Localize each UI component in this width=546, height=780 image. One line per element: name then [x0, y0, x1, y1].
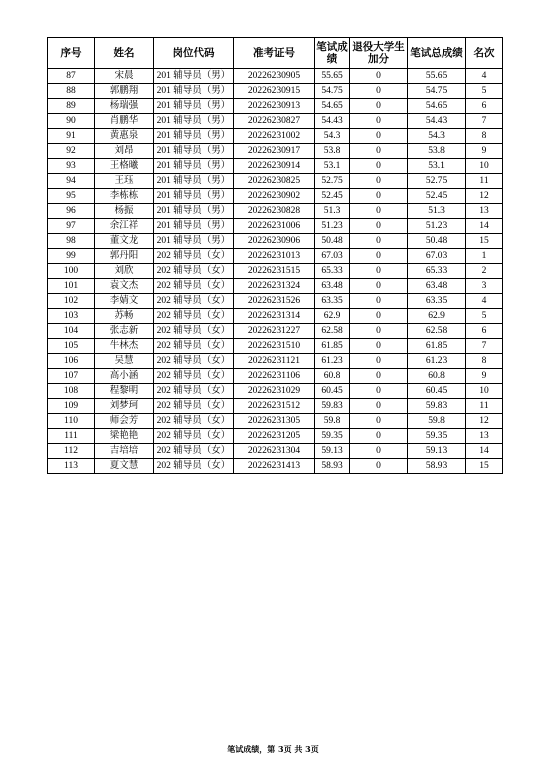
cell-position-code: 202 辅导员（女） [154, 369, 234, 384]
cell-position-code: 202 辅导员（女） [154, 339, 234, 354]
cell-rank: 14 [466, 444, 503, 459]
cell-written-score: 60.45 [315, 384, 350, 399]
cell-total-score: 51.3 [408, 204, 466, 219]
cell-veteran-bonus: 0 [350, 399, 408, 414]
cell-total-score: 50.48 [408, 234, 466, 249]
cell-total-score: 58.93 [408, 459, 466, 474]
cell-name: 高小涵 [95, 369, 154, 384]
cell-rank: 4 [466, 69, 503, 84]
cell-seq-no: 101 [48, 279, 95, 294]
column-header-veteran-bonus: 退役大学生加分 [350, 38, 408, 69]
cell-exam-id: 20226230902 [234, 189, 315, 204]
cell-position-code: 202 辅导员（女） [154, 324, 234, 339]
cell-rank: 6 [466, 324, 503, 339]
cell-veteran-bonus: 0 [350, 234, 408, 249]
cell-position-code: 201 辅导员（男） [154, 129, 234, 144]
cell-exam-id: 20226231227 [234, 324, 315, 339]
cell-seq-no: 98 [48, 234, 95, 249]
table-row [48, 279, 503, 294]
cell-rank: 5 [466, 84, 503, 99]
cell-written-score: 60.8 [315, 369, 350, 384]
cell-seq-no: 93 [48, 159, 95, 174]
cell-rank: 10 [466, 384, 503, 399]
cell-total-score: 60.8 [408, 369, 466, 384]
cell-seq-no: 104 [48, 324, 95, 339]
cell-exam-id: 20226231205 [234, 429, 315, 444]
cell-exam-id: 20226231510 [234, 339, 315, 354]
cell-total-score: 60.45 [408, 384, 466, 399]
cell-written-score: 50.48 [315, 234, 350, 249]
cell-position-code: 201 辅导员（男） [154, 234, 234, 249]
cell-position-code: 201 辅导员（男） [154, 144, 234, 159]
cell-name: 师会芳 [95, 414, 154, 429]
cell-written-score: 59.35 [315, 429, 350, 444]
table-row [48, 144, 503, 159]
column-header-exam-id: 准考证号 [234, 38, 315, 69]
cell-written-score: 65.33 [315, 264, 350, 279]
cell-position-code: 202 辅导员（女） [154, 309, 234, 324]
cell-seq-no: 88 [48, 84, 95, 99]
cell-name: 王珏 [95, 174, 154, 189]
cell-total-score: 62.58 [408, 324, 466, 339]
cell-rank: 2 [466, 264, 503, 279]
cell-name: 杨振 [95, 204, 154, 219]
table-row [48, 324, 503, 339]
cell-written-score: 55.65 [315, 69, 350, 84]
cell-total-score: 59.13 [408, 444, 466, 459]
cell-rank: 8 [466, 354, 503, 369]
cell-position-code: 202 辅导员（女） [154, 444, 234, 459]
cell-seq-no: 87 [48, 69, 95, 84]
cell-written-score: 63.35 [315, 294, 350, 309]
cell-total-score: 59.8 [408, 414, 466, 429]
column-header-written-score: 笔试成绩 [315, 38, 350, 69]
table-row [48, 339, 503, 354]
page-footer: 笔试成绩，第 3页 共 3页 [227, 744, 319, 754]
cell-written-score: 59.83 [315, 399, 350, 414]
cell-name: 张志新 [95, 324, 154, 339]
cell-position-code: 201 辅导员（男） [154, 174, 234, 189]
cell-written-score: 54.65 [315, 99, 350, 114]
cell-seq-no: 90 [48, 114, 95, 129]
cell-total-score: 53.1 [408, 159, 466, 174]
cell-written-score: 61.23 [315, 354, 350, 369]
cell-position-code: 202 辅导员（女） [154, 384, 234, 399]
cell-rank: 13 [466, 429, 503, 444]
cell-exam-id: 20226231002 [234, 129, 315, 144]
cell-total-score: 62.9 [408, 309, 466, 324]
cell-exam-id: 20226230914 [234, 159, 315, 174]
cell-veteran-bonus: 0 [350, 219, 408, 234]
cell-seq-no: 111 [48, 429, 95, 444]
cell-name: 郭丹阳 [95, 249, 154, 264]
cell-rank: 5 [466, 309, 503, 324]
cell-exam-id: 20226231029 [234, 384, 315, 399]
table-row [48, 369, 503, 384]
cell-veteran-bonus: 0 [350, 429, 408, 444]
cell-rank: 15 [466, 234, 503, 249]
cell-exam-id: 20226231006 [234, 219, 315, 234]
cell-total-score: 61.85 [408, 339, 466, 354]
cell-rank: 7 [466, 339, 503, 354]
cell-exam-id: 20226231526 [234, 294, 315, 309]
cell-total-score: 54.65 [408, 99, 466, 114]
cell-seq-no: 94 [48, 174, 95, 189]
cell-exam-id: 20226231413 [234, 459, 315, 474]
cell-seq-no: 108 [48, 384, 95, 399]
cell-veteran-bonus: 0 [350, 84, 408, 99]
cell-written-score: 59.13 [315, 444, 350, 459]
cell-rank: 1 [466, 249, 503, 264]
cell-seq-no: 91 [48, 129, 95, 144]
cell-rank: 8 [466, 129, 503, 144]
cell-veteran-bonus: 0 [350, 249, 408, 264]
cell-name: 刘梦珂 [95, 399, 154, 414]
cell-veteran-bonus: 0 [350, 129, 408, 144]
cell-name: 刘欣 [95, 264, 154, 279]
cell-position-code: 201 辅导员（男） [154, 84, 234, 99]
cell-name: 夏文慧 [95, 459, 154, 474]
cell-position-code: 201 辅导员（男） [154, 189, 234, 204]
table-row [48, 414, 503, 429]
cell-name: 程黎明 [95, 384, 154, 399]
cell-seq-no: 110 [48, 414, 95, 429]
cell-name: 杨瑞强 [95, 99, 154, 114]
cell-veteran-bonus: 0 [350, 294, 408, 309]
cell-exam-id: 20226230828 [234, 204, 315, 219]
cell-name: 郭鹏翔 [95, 84, 154, 99]
cell-written-score: 63.48 [315, 279, 350, 294]
cell-total-score: 55.65 [408, 69, 466, 84]
cell-name: 刘昂 [95, 144, 154, 159]
cell-written-score: 59.8 [315, 414, 350, 429]
cell-rank: 15 [466, 459, 503, 474]
cell-exam-id: 20226230906 [234, 234, 315, 249]
cell-rank: 14 [466, 219, 503, 234]
table-row [48, 204, 503, 219]
cell-exam-id: 20226231512 [234, 399, 315, 414]
cell-seq-no: 107 [48, 369, 95, 384]
cell-position-code: 201 辅导员（男） [154, 159, 234, 174]
cell-written-score: 62.9 [315, 309, 350, 324]
cell-position-code: 201 辅导员（男） [154, 204, 234, 219]
cell-exam-id: 20226231305 [234, 414, 315, 429]
cell-total-score: 54.43 [408, 114, 466, 129]
cell-seq-no: 89 [48, 99, 95, 114]
cell-exam-id: 20226231324 [234, 279, 315, 294]
column-header-seq-no: 序号 [48, 38, 95, 69]
cell-rank: 9 [466, 369, 503, 384]
cell-total-score: 63.35 [408, 294, 466, 309]
cell-exam-id: 20226230917 [234, 144, 315, 159]
cell-written-score: 54.3 [315, 129, 350, 144]
cell-veteran-bonus: 0 [350, 414, 408, 429]
cell-seq-no: 92 [48, 144, 95, 159]
cell-veteran-bonus: 0 [350, 384, 408, 399]
cell-veteran-bonus: 0 [350, 189, 408, 204]
cell-written-score: 62.58 [315, 324, 350, 339]
cell-position-code: 202 辅导员（女） [154, 264, 234, 279]
cell-seq-no: 105 [48, 339, 95, 354]
cell-name: 袁文杰 [95, 279, 154, 294]
cell-position-code: 202 辅导员（女） [154, 459, 234, 474]
cell-name: 王格曦 [95, 159, 154, 174]
cell-position-code: 202 辅导员（女） [154, 399, 234, 414]
cell-position-code: 202 辅导员（女） [154, 249, 234, 264]
column-header-name: 姓名 [95, 38, 154, 69]
cell-written-score: 54.43 [315, 114, 350, 129]
table-row [48, 249, 503, 264]
column-header-total-score: 笔试总成绩 [408, 38, 466, 69]
cell-rank: 7 [466, 114, 503, 129]
cell-exam-id: 20226231304 [234, 444, 315, 459]
table-row [48, 219, 503, 234]
column-header-rank: 名次 [466, 38, 503, 69]
cell-veteran-bonus: 0 [350, 159, 408, 174]
table-row [48, 429, 503, 444]
cell-seq-no: 112 [48, 444, 95, 459]
cell-name: 吉培培 [95, 444, 154, 459]
cell-veteran-bonus: 0 [350, 204, 408, 219]
cell-written-score: 52.75 [315, 174, 350, 189]
cell-written-score: 67.03 [315, 249, 350, 264]
cell-rank: 3 [466, 279, 503, 294]
table-body [48, 69, 503, 474]
cell-position-code: 202 辅导员（女） [154, 294, 234, 309]
cell-exam-id: 20226231515 [234, 264, 315, 279]
table-row [48, 129, 503, 144]
cell-seq-no: 97 [48, 219, 95, 234]
cell-name: 董文龙 [95, 234, 154, 249]
cell-seq-no: 109 [48, 399, 95, 414]
cell-name: 李栋栋 [95, 189, 154, 204]
cell-name: 吴慧 [95, 354, 154, 369]
cell-veteran-bonus: 0 [350, 354, 408, 369]
cell-veteran-bonus: 0 [350, 444, 408, 459]
cell-rank: 4 [466, 294, 503, 309]
cell-written-score: 53.8 [315, 144, 350, 159]
cell-exam-id: 20226231121 [234, 354, 315, 369]
cell-veteran-bonus: 0 [350, 264, 408, 279]
score-table [47, 37, 503, 474]
cell-exam-id: 20226230827 [234, 114, 315, 129]
cell-position-code: 202 辅导员（女） [154, 354, 234, 369]
cell-seq-no: 103 [48, 309, 95, 324]
cell-position-code: 202 辅导员（女） [154, 429, 234, 444]
table-row [48, 309, 503, 324]
table-row [48, 444, 503, 459]
cell-position-code: 202 辅导员（女） [154, 414, 234, 429]
cell-veteran-bonus: 0 [350, 69, 408, 84]
cell-rank: 9 [466, 144, 503, 159]
cell-position-code: 201 辅导员（男） [154, 219, 234, 234]
table-row [48, 354, 503, 369]
cell-seq-no: 96 [48, 204, 95, 219]
cell-rank: 11 [466, 174, 503, 189]
cell-name: 肖鹏华 [95, 114, 154, 129]
cell-position-code: 202 辅导员（女） [154, 279, 234, 294]
table-row [48, 294, 503, 309]
cell-written-score: 51.3 [315, 204, 350, 219]
cell-veteran-bonus: 0 [350, 339, 408, 354]
cell-seq-no: 95 [48, 189, 95, 204]
table-row [48, 69, 503, 84]
cell-exam-id: 20226231314 [234, 309, 315, 324]
cell-total-score: 67.03 [408, 249, 466, 264]
cell-rank: 11 [466, 399, 503, 414]
cell-veteran-bonus: 0 [350, 174, 408, 189]
table-row [48, 399, 503, 414]
cell-exam-id: 20226231106 [234, 369, 315, 384]
cell-veteran-bonus: 0 [350, 99, 408, 114]
table-row [48, 99, 503, 114]
cell-exam-id: 20226231013 [234, 249, 315, 264]
cell-seq-no: 99 [48, 249, 95, 264]
cell-total-score: 51.23 [408, 219, 466, 234]
cell-veteran-bonus: 0 [350, 309, 408, 324]
cell-written-score: 52.45 [315, 189, 350, 204]
cell-seq-no: 113 [48, 459, 95, 474]
cell-written-score: 61.85 [315, 339, 350, 354]
table-row [48, 114, 503, 129]
cell-veteran-bonus: 0 [350, 459, 408, 474]
cell-veteran-bonus: 0 [350, 369, 408, 384]
cell-seq-no: 100 [48, 264, 95, 279]
cell-veteran-bonus: 0 [350, 144, 408, 159]
table-row [48, 189, 503, 204]
cell-veteran-bonus: 0 [350, 279, 408, 294]
cell-total-score: 61.23 [408, 354, 466, 369]
cell-name: 黄惠泉 [95, 129, 154, 144]
table-row [48, 159, 503, 174]
cell-written-score: 54.75 [315, 84, 350, 99]
cell-total-score: 63.48 [408, 279, 466, 294]
table-row [48, 234, 503, 249]
cell-total-score: 65.33 [408, 264, 466, 279]
cell-written-score: 51.23 [315, 219, 350, 234]
cell-seq-no: 102 [48, 294, 95, 309]
table-row [48, 264, 503, 279]
table-row [48, 459, 503, 474]
cell-total-score: 54.75 [408, 84, 466, 99]
table-row [48, 174, 503, 189]
cell-total-score: 52.45 [408, 189, 466, 204]
cell-name: 余江祥 [95, 219, 154, 234]
cell-seq-no: 106 [48, 354, 95, 369]
cell-rank: 12 [466, 189, 503, 204]
cell-written-score: 58.93 [315, 459, 350, 474]
cell-rank: 13 [466, 204, 503, 219]
cell-rank: 10 [466, 159, 503, 174]
cell-written-score: 53.1 [315, 159, 350, 174]
cell-veteran-bonus: 0 [350, 114, 408, 129]
cell-name: 梁艳艳 [95, 429, 154, 444]
table-header-row [48, 38, 503, 69]
table-row [48, 84, 503, 99]
cell-total-score: 59.35 [408, 429, 466, 444]
cell-veteran-bonus: 0 [350, 324, 408, 339]
cell-position-code: 201 辅导员（男） [154, 114, 234, 129]
cell-exam-id: 20226230913 [234, 99, 315, 114]
cell-rank: 6 [466, 99, 503, 114]
cell-position-code: 201 辅导员（男） [154, 69, 234, 84]
cell-total-score: 52.75 [408, 174, 466, 189]
cell-total-score: 59.83 [408, 399, 466, 414]
cell-exam-id: 20226230905 [234, 69, 315, 84]
cell-name: 宋晨 [95, 69, 154, 84]
cell-exam-id: 20226230915 [234, 84, 315, 99]
cell-name: 李婧文 [95, 294, 154, 309]
cell-name: 牛林杰 [95, 339, 154, 354]
cell-position-code: 201 辅导员（男） [154, 99, 234, 114]
cell-name: 苏畅 [95, 309, 154, 324]
cell-total-score: 53.8 [408, 144, 466, 159]
cell-total-score: 54.3 [408, 129, 466, 144]
column-header-position-code: 岗位代码 [154, 38, 234, 69]
cell-exam-id: 20226230825 [234, 174, 315, 189]
table-row [48, 384, 503, 399]
cell-rank: 12 [466, 414, 503, 429]
